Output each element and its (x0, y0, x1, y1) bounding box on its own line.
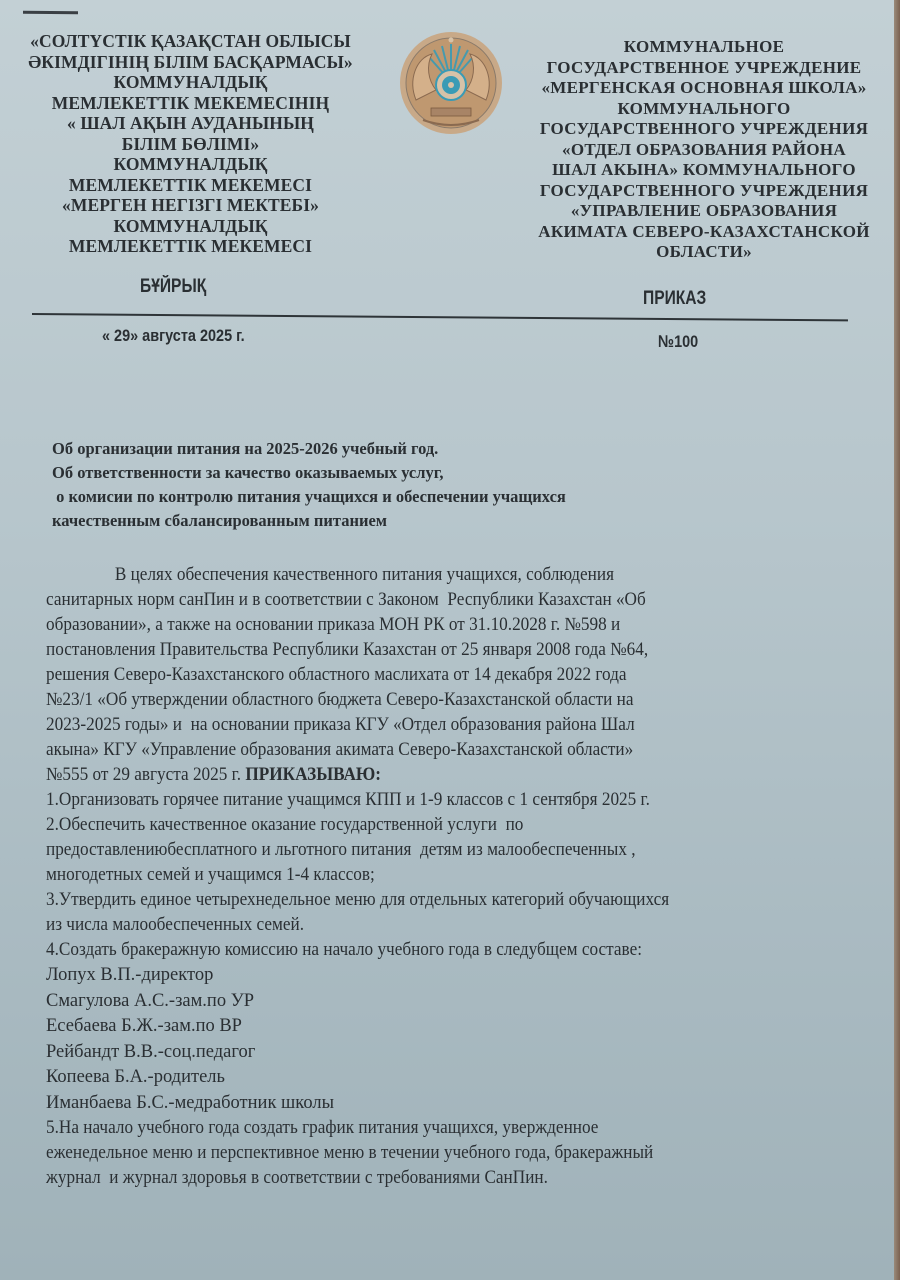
item-line: многодетных семей и учащимся 1-4 классов; (46, 865, 375, 885)
header-ru-line: ГОСУДАРСТВЕННОЕ УЧРЕЖДЕНИЕ (546, 57, 862, 77)
header-ru-line: «УПРАВЛЕНИЕ ОБРАЗОВАНИЯ (570, 201, 838, 220)
item-4 (46, 938, 790, 963)
item-line: 2.Обеспечить качественное оказание государственной услуги по (46, 815, 524, 835)
header-kz-line: МЕМЛЕКЕТТІК МЕКЕМЕСІ (68, 236, 313, 256)
header-kz-line: БІЛІМ БӨЛІМІ» (121, 133, 260, 154)
order-label-kz: БҰЙРЫҚ (140, 276, 207, 297)
commission-member: Смагулова А.С.-зам.по УР (46, 990, 255, 1011)
preamble-line: №23/1 «Об утверждении областного бюджета Северо-Казахстанской области на (46, 690, 634, 710)
item-2 (46, 813, 790, 888)
header-kz-line: КОММУНАЛДЫҚ (113, 215, 268, 236)
header-ru-line: КОММУНАЛЬНОЕ (623, 37, 785, 56)
title-line: Об ответственности за качество оказываемых услуг, (52, 463, 444, 482)
item-5 (46, 1116, 790, 1191)
header-kz-line: «МЕРГЕН НЕГІЗГІ МЕКТЕБІ» (62, 195, 319, 215)
order-label-ru: ПРИКАЗ (643, 288, 707, 309)
commission-member: Рейбандт В.В.-соц.педагог (46, 1041, 256, 1062)
preamble (46, 563, 790, 788)
preamble-line: постановления Правительства Республики Казахстан от 25 января 2008 года №64, (46, 640, 649, 660)
commission-list (46, 963, 846, 1116)
header-ru-line: ОБЛАСТИ» (656, 242, 752, 261)
preamble-line: акына» КГУ «Управление образования акимата Северо-Казахстанской области» (46, 740, 634, 760)
header-kz-line: КОММУНАЛДЫҚ (113, 72, 268, 92)
item-line: 4.Создать бракеражную комиссию на начало учебного года в следубщем составе: (46, 940, 642, 960)
preamble-line: В целях обеспечения качественного питания учащихся, соблюдения (114, 565, 615, 585)
header-kz-line: «СОЛТҮСТІК ҚАЗАҚСТАН ОБЛЫСЫ (30, 31, 351, 51)
header-ru-line: ГОСУДАРСТВЕННОГО УЧРЕЖДЕНИЯ (539, 119, 869, 138)
header-kz-line: МЕМЛЕКЕТТІК МЕКЕМЕСІНІҢ (51, 92, 330, 113)
commission-member: Лопух В.П.-директор (46, 965, 214, 985)
order-number: №100 (658, 332, 699, 351)
header-ru-line: ГОСУДАРСТВЕННОГО УЧРЕЖДЕНИЯ (539, 180, 869, 200)
header-ru-line: АКИМАТА СЕВЕРО-КАЗАХСТАНСКОЙ (538, 221, 870, 241)
commission-member: Иманбаева Б.С.-медработник школы (46, 1092, 335, 1113)
commission-member: Копеева Б.А.-родитель (46, 1067, 225, 1087)
header-kazakh (18, 31, 363, 257)
document-body (46, 563, 846, 1191)
page-edge (894, 0, 900, 1280)
title-line: Об организации питания на 2025-2026 учебный год. (52, 439, 439, 458)
top-mark (23, 11, 78, 14)
header-ru-line: «ОТДЕЛ ОБРАЗОВАНИЯ РАЙОНА (562, 139, 846, 159)
header-russian (518, 37, 890, 263)
header-kz-line: МЕМЛЕКЕТТІК МЕКЕМЕСІ (68, 174, 313, 195)
item-1 (46, 788, 790, 813)
header-kz-line: ӘКІМДІГІНІҢ БІЛІМ БАСҚАРМАСЫ» (28, 51, 353, 72)
header-ru-line: КОММУНАЛЬНОГО (617, 98, 791, 118)
header-ru-line: ШАЛ АКЫНА» КОММУНАЛЬНОГО (552, 160, 856, 179)
preamble-last: №555 от 29 августа 2025 г. (46, 765, 246, 785)
header-divider (32, 313, 848, 321)
item-line: журнал и журнал здоровья в соответствии с требованиями СанПин. (46, 1168, 548, 1188)
document-title (52, 437, 752, 533)
item-line: предоставлениюбесплатного и льготного питания детям из малообеспеченных , (46, 840, 636, 860)
preamble-line: санитарных норм санПин и в соответствии с Законом Республики Казахстан «Об (46, 590, 646, 610)
order-directive: ПРИКАЗЫВАЮ: (245, 765, 382, 785)
item-line: 3.Утвердить единое четырехнедельное меню для отдельных категорий обучающихся (46, 890, 670, 910)
item-line: 5.На начало учебного года создать график питания учащихся, увержденное (46, 1118, 599, 1138)
title-line: о комисии по контролю питания учащихся и обеспечении учащихся (52, 487, 566, 506)
kazakhstan-emblem-icon (398, 30, 504, 136)
header-ru-line: «МЕРГЕНСКАЯ ОСНОВНАЯ ШКОЛА» (541, 78, 867, 97)
item-3 (46, 888, 790, 938)
order-date: « 29» августа 2025 г. (102, 326, 245, 345)
item-line: еженедельное меню и перспективное меню в течении учебного года, бракеражный (46, 1143, 654, 1163)
preamble-line: образовании», а также на основании приказа МОН РК от 31.10.2028 г. №598 и (46, 615, 621, 635)
preamble-line: 2023-2025 годы» и на основании приказа КГУ «Отдел образования района Шал (46, 715, 635, 735)
item-line: 1.Организовать горячее питание учащимся КПП и 1-9 классов с 1 сентября 2025 г. (46, 790, 650, 810)
preamble-line: решения Северо-Казахстанского областного маслихата от 14 декабря 2022 года (46, 665, 627, 685)
title-line: качественным сбалансированным питанием (52, 511, 387, 530)
header-kz-line: « ШАЛ АҚЫН АУДАНЫНЫҢ (67, 113, 314, 133)
preamble-line (46, 763, 790, 788)
header-kz-line: КОММУНАЛДЫҚ (113, 154, 268, 174)
commission-member: Есебаева Б.Ж.-зам.по ВР (46, 1016, 242, 1036)
item-line: из числа малообеспеченных семей. (46, 915, 305, 935)
